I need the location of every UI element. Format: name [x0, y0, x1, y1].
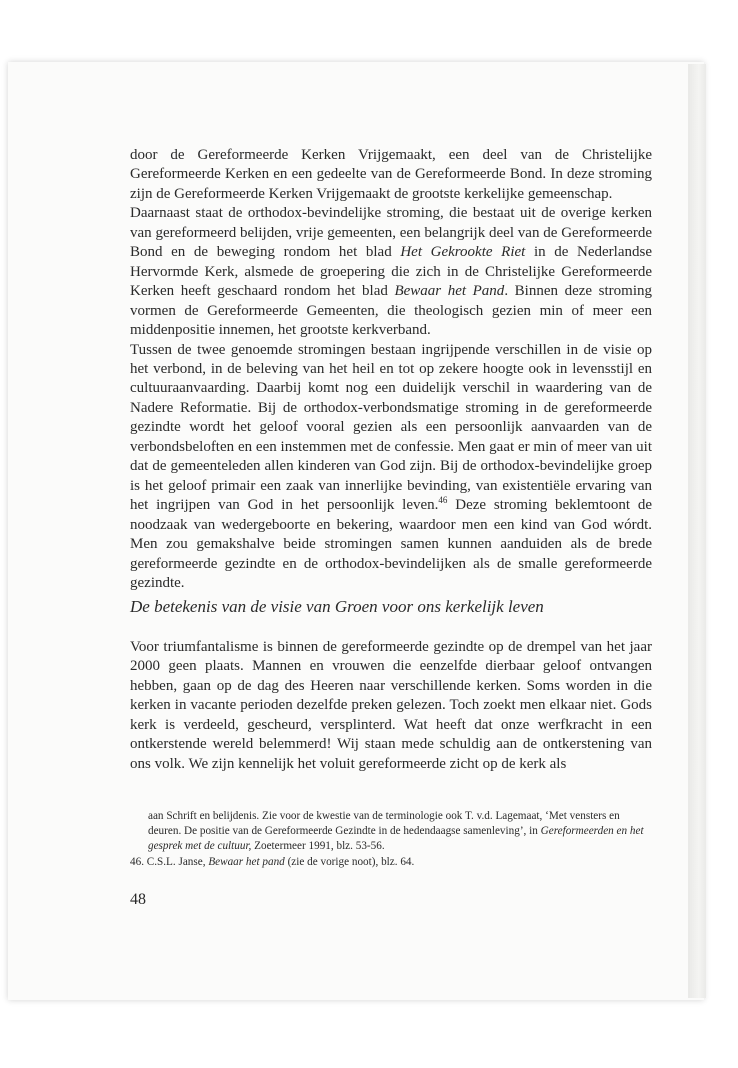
section-heading: De betekenis van de visie van Groen voor ons kerkelijk leven	[130, 597, 544, 616]
text-run: aan Schrift en belijdenis. Zie voor de kwestie van de terminologie ook T. v.d. Lagemaat, ‘Met vensters en deuren. De positie van de Gereformeerde Gezindte in de hedendaagse samenleving’, in	[148, 810, 620, 838]
paragraph-triumfantalisme: Voor triumfantalisme is binnen de gereformeerde gezindte op de drempel van het jaar 2000 geen plaats. Mannen en vrouwen die eenzelfde dierbaar geloof ontvangen hebben, gaan op de dag des Heeren naar verschillende kerken. Soms worden in die kerken in vacante perioden dezelfde preken gelezen. Toch zoekt men elkaar niet. Gods kerk is verdeeld, gescheurd, versplinterd. Wat heeft dat onze werfkracht in een ontkerstende wereld belemmerd! Wij staan mede schuldig aan de ontkerstening van ons volk. We zijn kennelijk het voluit gereformeerde zicht op de kerk als	[130, 639, 652, 772]
title-bewaar-het-pand: Bewaar het Pand	[394, 283, 505, 300]
text-run: . Binnen deze stroming vormen de Gereformeerde Gemeenten, die theologisch gezien min of meer een middenpositie innemen, het grootste kerkverband.	[130, 283, 652, 339]
text-run: Daarnaast staat de orthodox-bevindelijke stroming, die bestaat uit de overige kerken van gereformeerd belijden, vrije gemeenten, een belangrijk deel van de Gereformeerde Bond en de beweging rondom het blad	[130, 205, 652, 261]
footnote-ref-46: 46	[438, 495, 448, 506]
title-gereformeerden-cultuur: Gereformeerden en het gesprek met de cultuur,	[148, 825, 644, 853]
title-het-gekrookte-riet: Het Gekrookte Riet	[400, 244, 526, 261]
page-edge-shadow	[688, 64, 706, 998]
text-run: door de Gereformeerde Kerken Vrijgemaakt, een deel van de Christelijke Gereformeerde Kerken en een gedeelte van de Gereformeerde Bond. In deze stroming zijn de Gereformeerde Kerken Vrijgemaakt de grootste kerkelijke gemeenschap.	[130, 147, 652, 202]
text-run: C.S.L. Janse,	[143, 855, 209, 868]
page-number: 48	[130, 891, 146, 908]
title-bewaar-het-pand-note: Bewaar het pand	[208, 855, 285, 868]
text-run: in de Nederlandse Hervormde Kerk, alsmede de groepering die zich in de Christelijke Gereformeerde Kerken heeft geschaard rondom het blad	[130, 244, 652, 300]
paragraph-stroming-vrijgemaakt	[130, 146, 652, 204]
text-run: (zie de vorige noot), blz. 64.	[284, 855, 415, 868]
paragraph-verschillen	[130, 341, 652, 594]
second-text-block	[130, 638, 652, 774]
paragraph-orthodox-bevindelijk	[130, 204, 652, 340]
footnote-46	[130, 855, 652, 870]
footnote-continued	[130, 809, 652, 855]
text-run: Tussen de twee genoemde stromingen bestaan ingrijpende verschillen in de visie op het verbond, in de beleving van het heil en tot op zekere hoogte ook in levensstijl en cultuuraanvaarding. Daarbij komt nog een duidelijk verschil in waardering van de Nadere Reformatie. Bij de orthodox-verbondsmatige stroming in de gereformeerde gezindte wordt het geloof vooral gezien als een persoonlijk aanvaarden van de verbondsbeloften en een instemmen met de confessie. Men gaat er min of meer van uit dat de gemeenteleden allen kinderen van God zijn. Bij de orthodox-bevindelijke groep is het geloof primair een zaak van innerlijke bevinding, van existentiële ervaring van het ingrijpen van God in het persoonlijk leven.	[130, 341, 652, 514]
text-run: Zoetermeer 1991, blz. 53-56.	[251, 840, 385, 853]
main-text-block	[130, 146, 652, 593]
footnotes	[130, 809, 652, 870]
footnote-number: 46.	[130, 855, 144, 868]
text-run: Deze stroming beklemtoont de noodzaak van wedergeboorte en bekering, waardoor men een kind van God wórdt. Men zou gemakshalve beide stromingen samen kunnen aanduiden als de brede gereformeerde gezindte en de orthodox-bevindelijken als de smalle gereformeerde gezindte.	[130, 497, 652, 591]
